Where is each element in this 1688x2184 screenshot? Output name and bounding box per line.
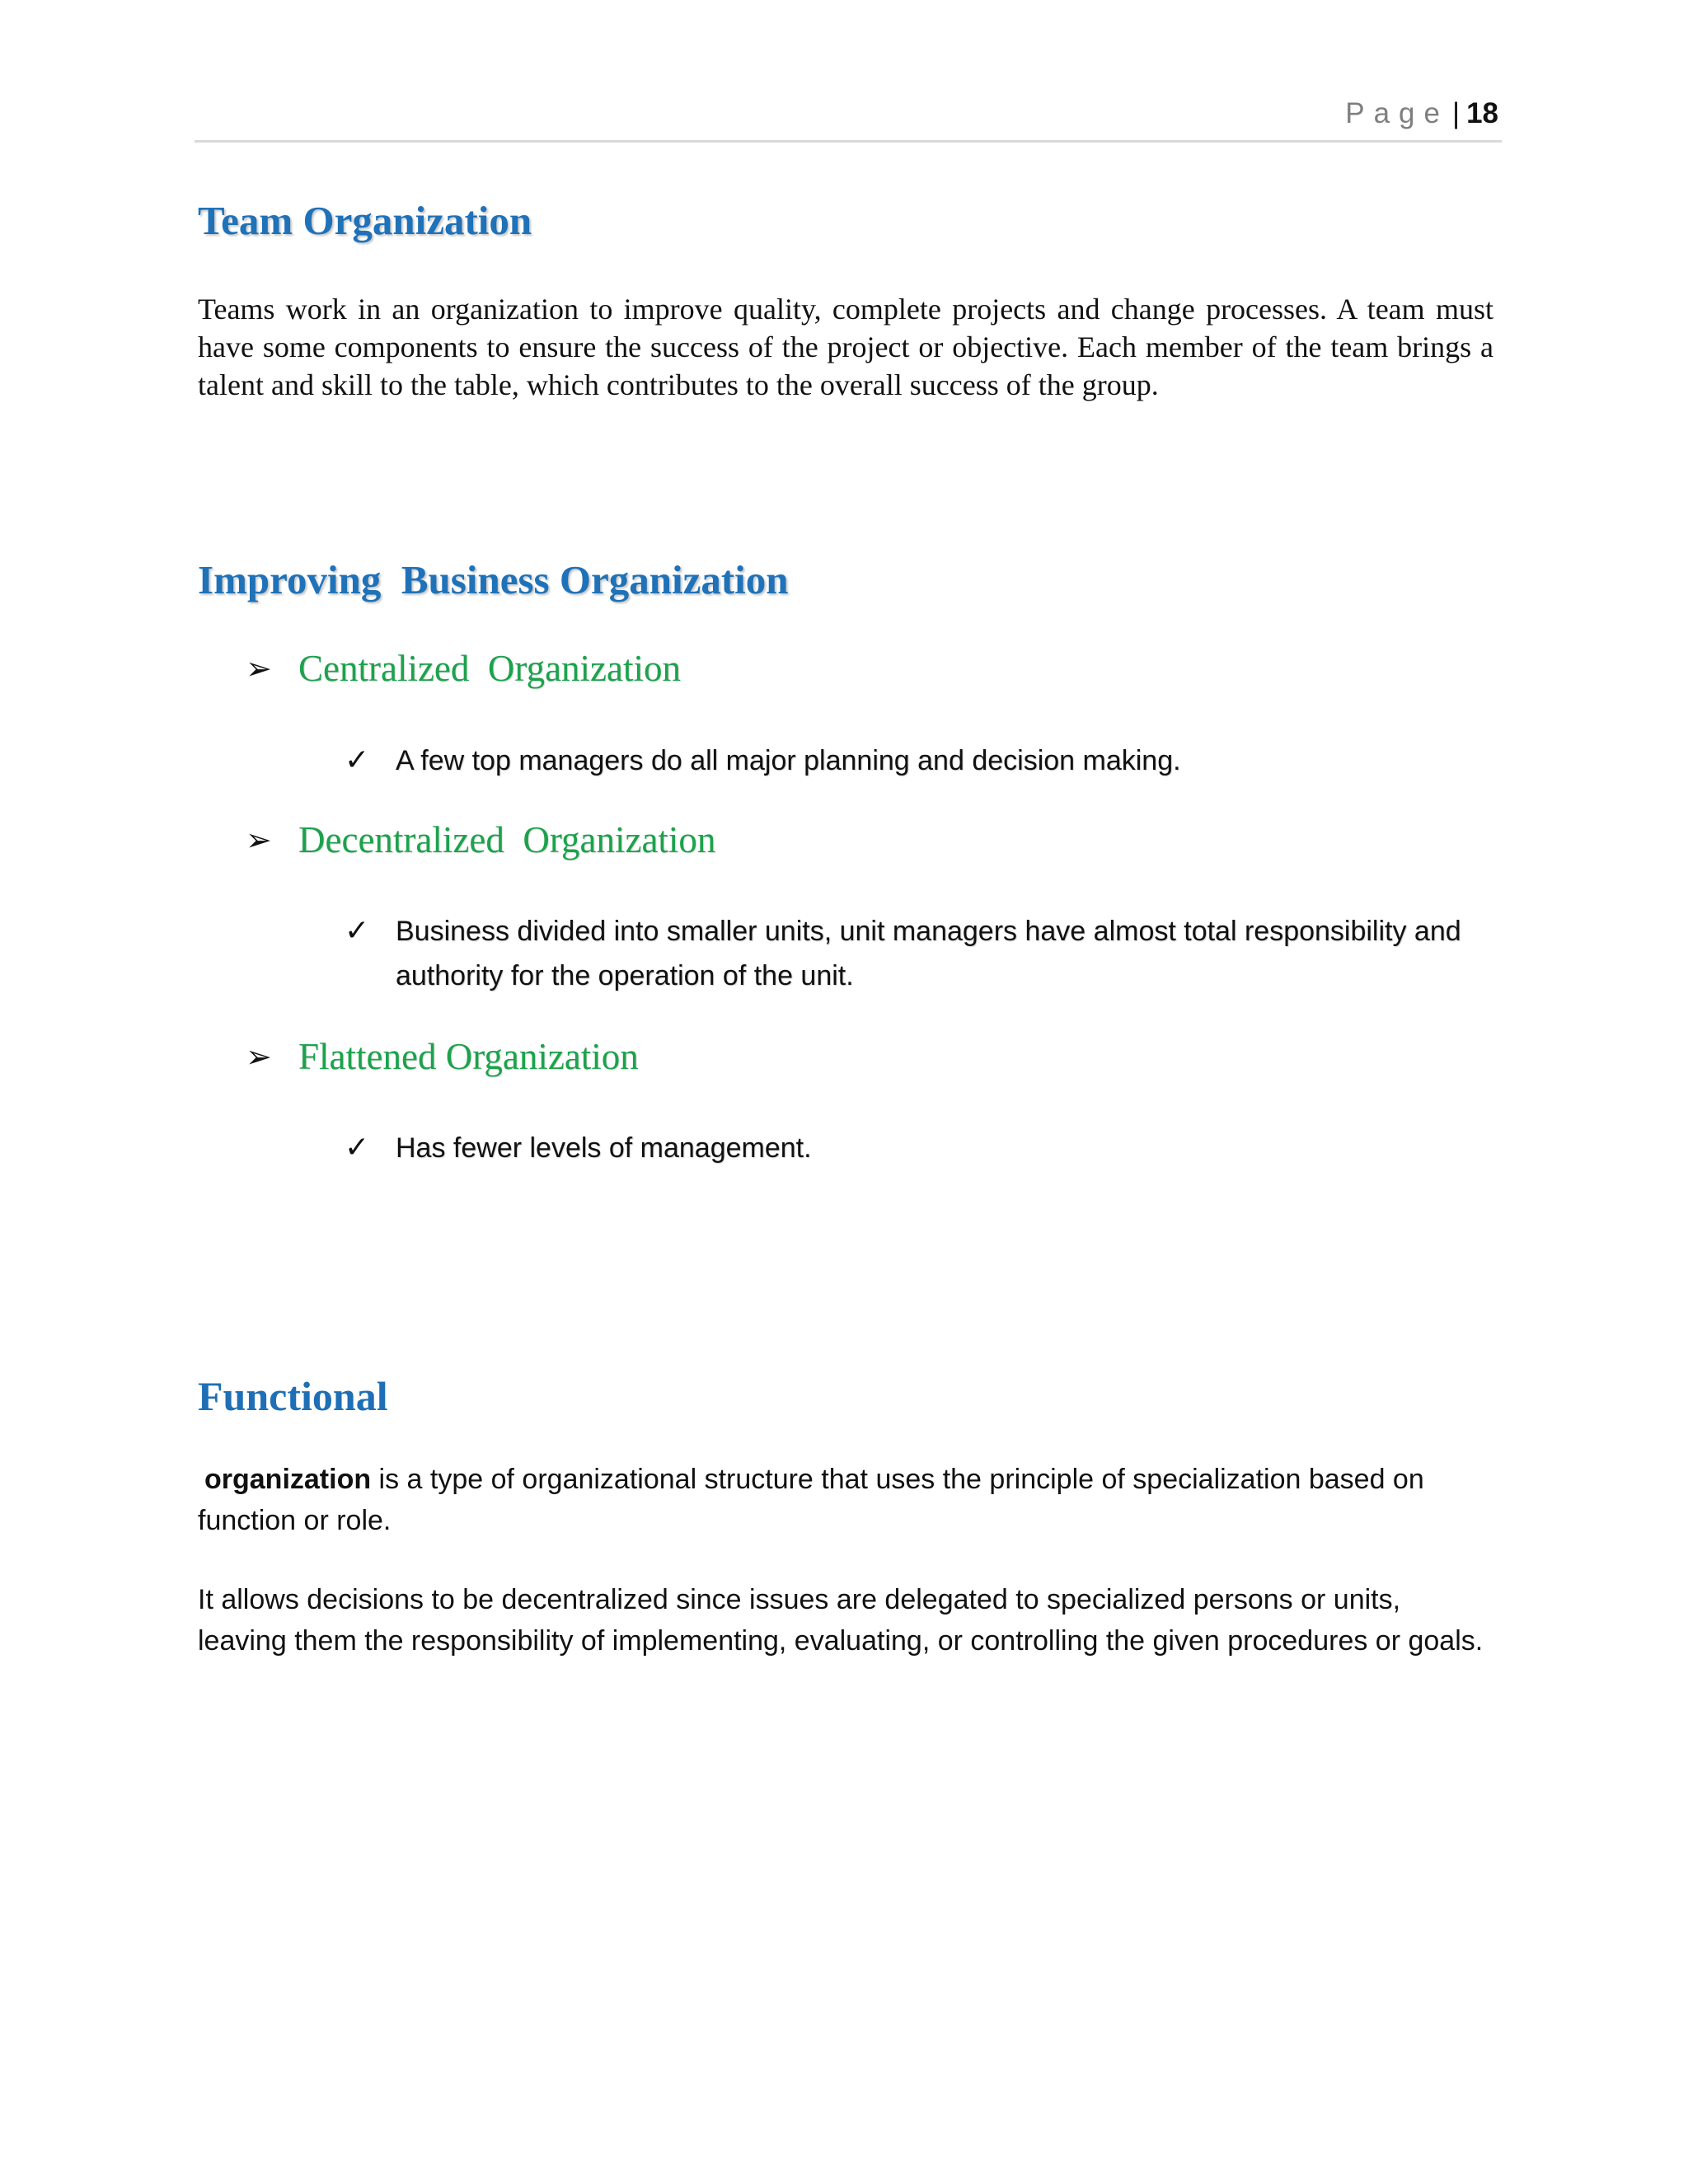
heading-team-organization: Team Organization	[198, 198, 532, 243]
bullet-centralized	[246, 648, 681, 689]
check-item-centralized	[345, 738, 1515, 783]
check-text-decentralized: Business divided into smaller units, unit managers have almost total responsibility and authority for the operation of the unit.	[396, 916, 1461, 991]
team-organization-paragraph: Teams work in an organization to improve quality, complete projects and change processes. A team must have some components to ensure the success of the project or objective. Each member of the team brings a talent and skill to the table, which contributes to the overall success of the group.	[198, 293, 1493, 401]
check-mark-icon: ✓	[345, 914, 370, 948]
functional-paragraph-1-text: is a type of organizational structure that uses the principle of specialization based on function or role.	[198, 1464, 1424, 1536]
page-number-label	[1345, 97, 1498, 130]
arrow-bullet-icon: ➢	[246, 650, 272, 687]
check-text-flattened: Has fewer levels of management.	[396, 1132, 812, 1164]
check-mark-icon: ✓	[345, 1131, 370, 1165]
check-mark-icon: ✓	[345, 743, 370, 777]
bullet-label-centralized: Centralized Organization	[298, 648, 681, 689]
check-text-centralized: A few top managers do all major planning and decision making.	[396, 745, 1181, 776]
bullet-label-flattened: Flattened Organization	[298, 1036, 639, 1077]
page-word: Page	[1345, 97, 1449, 129]
check-item-flattened	[345, 1126, 1515, 1170]
bullet-label-decentralized: Decentralized Organization	[298, 819, 716, 860]
functional-lead-term: organization	[204, 1464, 372, 1495]
functional-paragraph-2: It allows decisions to be decentralized since issues are delegated to specialized persons or units, leaving them the responsibility of implementing, evaluating, or controlling the given procedures or goals.	[198, 1584, 1484, 1657]
functional-paragraph-1	[198, 1459, 1484, 1541]
check-item-decentralized	[345, 909, 1515, 998]
bullet-flattened	[246, 1036, 639, 1077]
heading-improving-business-organization: Improving Business Organization	[198, 557, 789, 602]
page-number: 18	[1466, 97, 1498, 129]
arrow-bullet-icon: ➢	[246, 822, 272, 858]
heading-functional: Functional	[198, 1373, 388, 1419]
bullet-decentralized	[246, 819, 715, 860]
arrow-bullet-icon: ➢	[246, 1038, 272, 1075]
page-separator: |	[1451, 97, 1461, 129]
page-header	[195, 94, 1502, 143]
